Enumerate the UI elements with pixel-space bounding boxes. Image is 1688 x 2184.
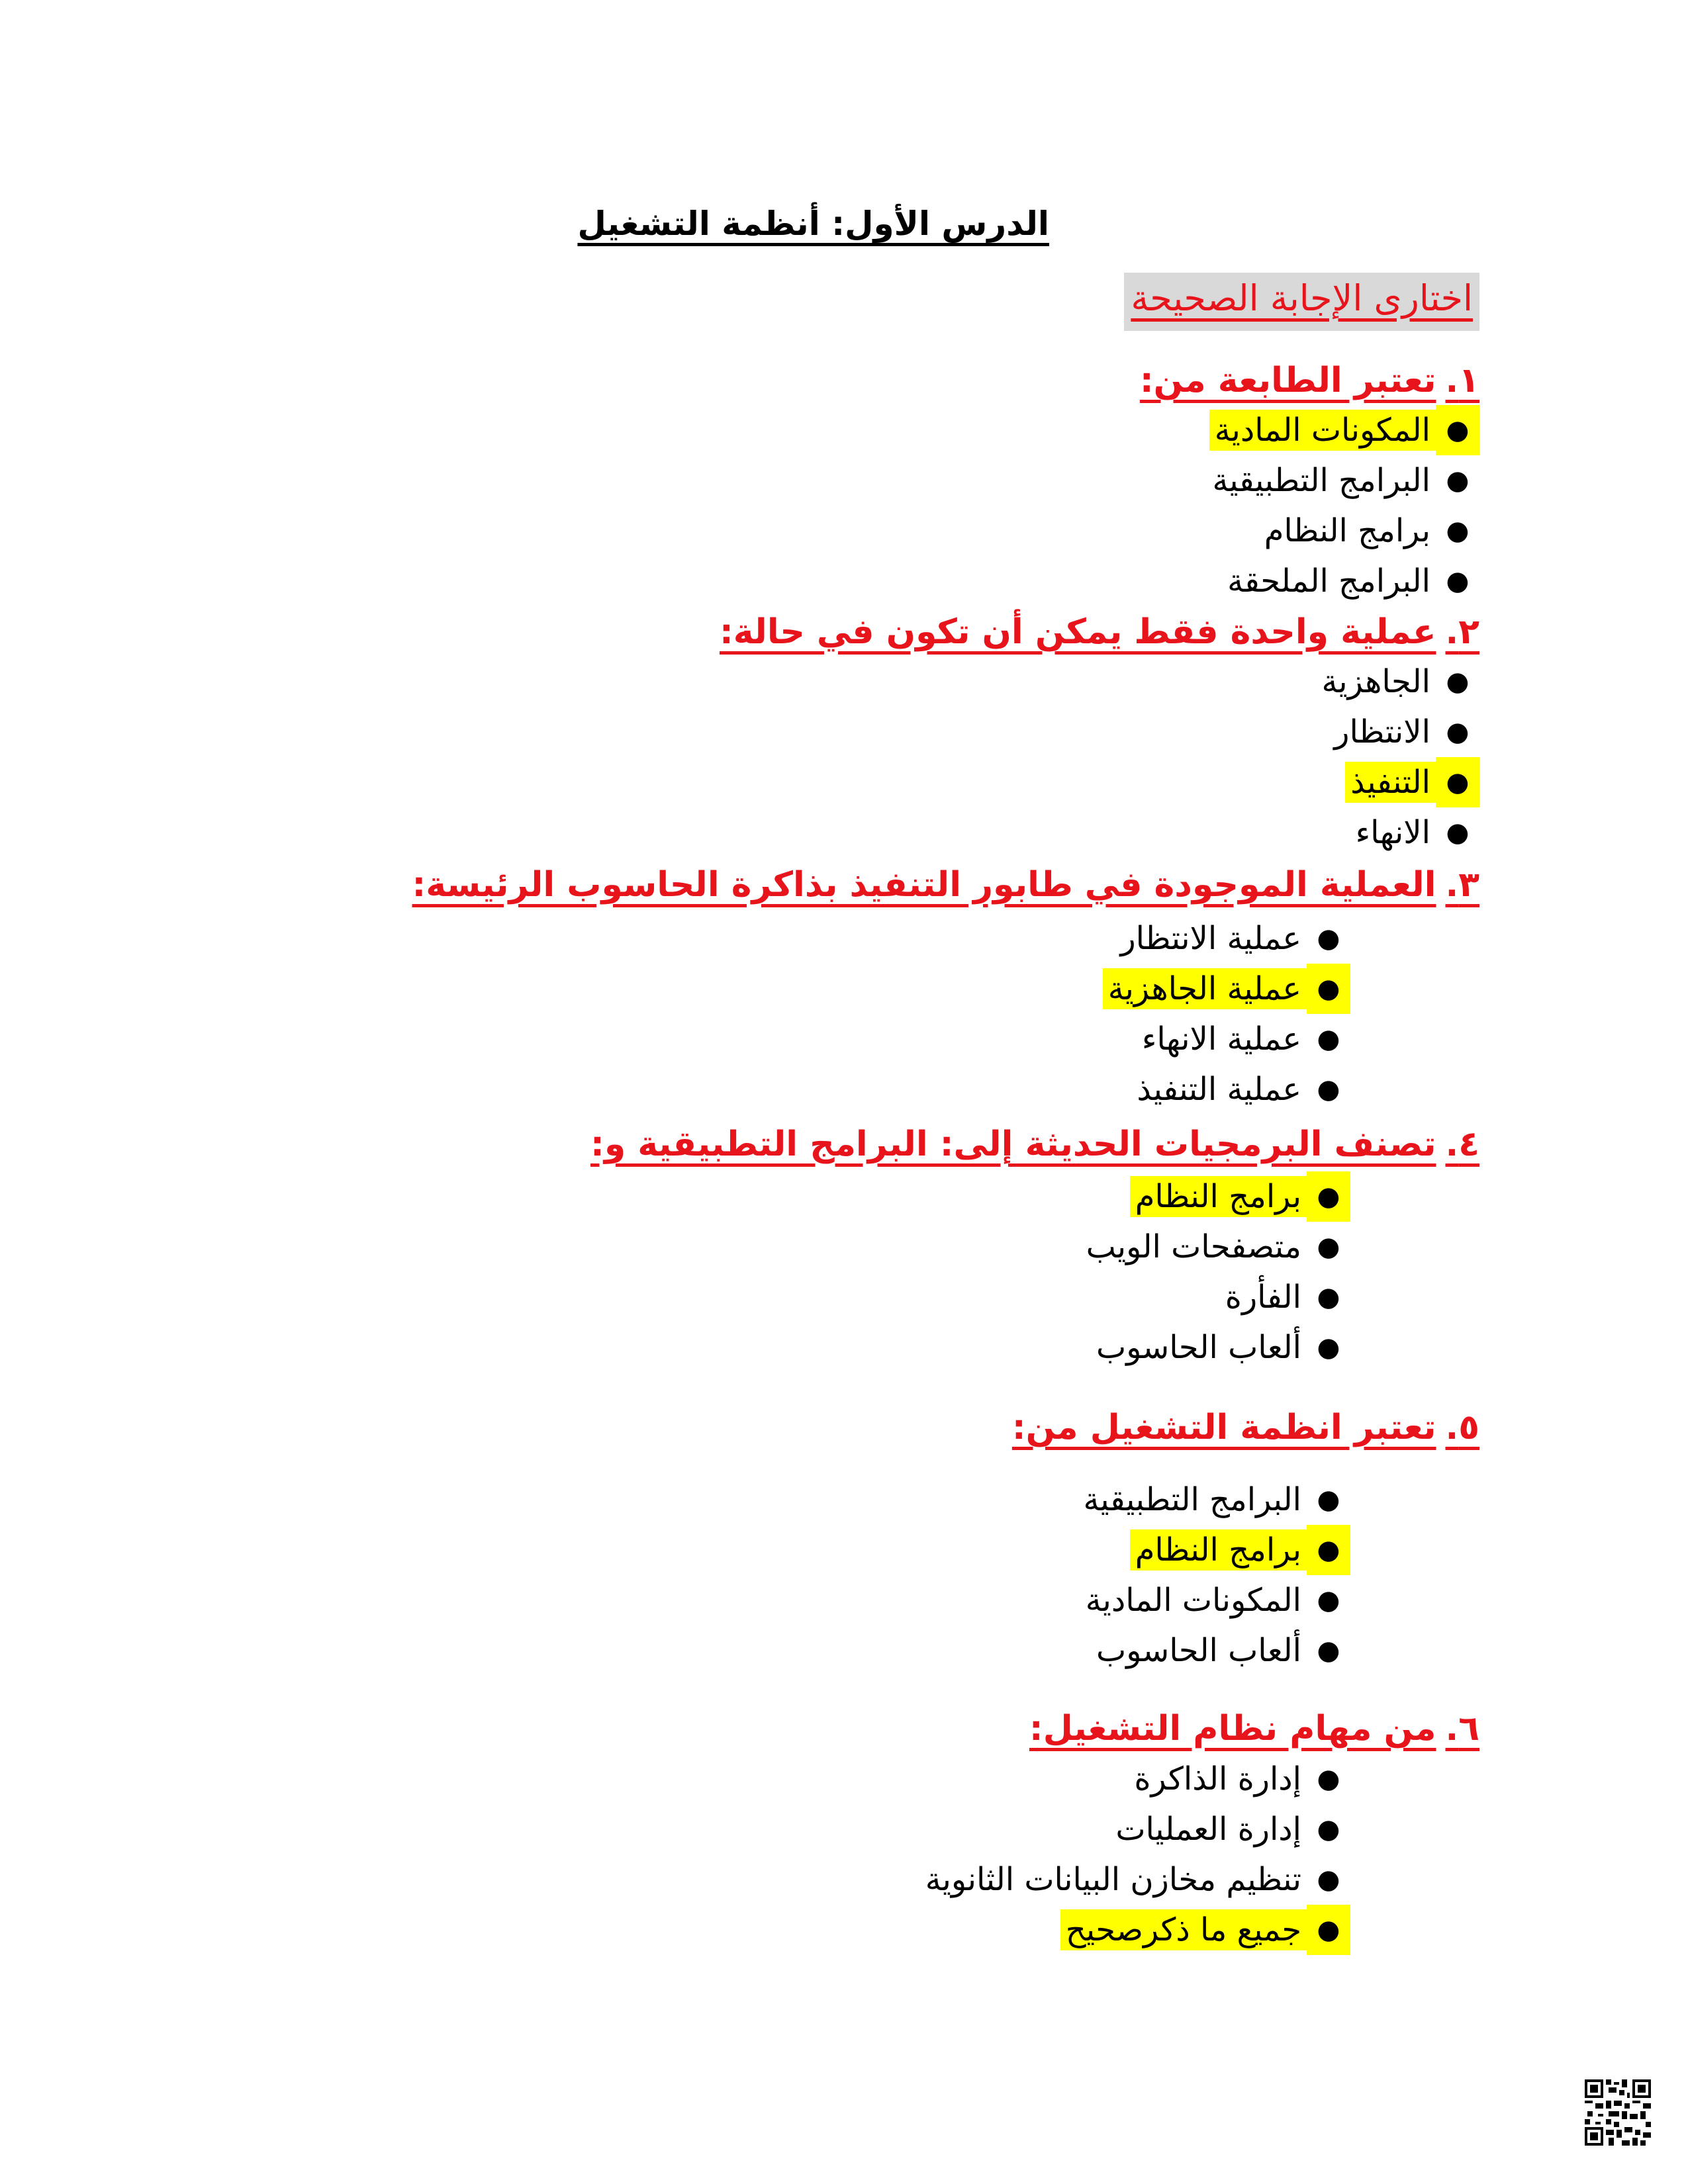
- bullet-icon: ●: [1307, 1171, 1350, 1222]
- option-text: ألعاب الحاسوب: [1096, 1329, 1301, 1366]
- bullet-icon: ●: [1307, 964, 1350, 1014]
- option-text: الانهاء: [1355, 814, 1430, 851]
- bullet-icon: ●: [1317, 1024, 1340, 1054]
- question-text: عملية واحدة فقط يمكن أن تكون في حالة:: [719, 612, 1436, 652]
- option-item[interactable]: [1317, 757, 1479, 807]
- option-text: الجاهزية: [1321, 663, 1430, 700]
- option-item[interactable]: [1207, 556, 1479, 606]
- option-text: برامج النظام: [1130, 1529, 1307, 1570]
- question-text: تصنف البرمجيات الحديثة إلى: البرامج التطبيقية و:: [590, 1124, 1436, 1164]
- option-item[interactable]: [920, 1854, 1350, 1905]
- option-item[interactable]: [1207, 405, 1479, 455]
- options-list-1: [1207, 405, 1479, 606]
- question-number: ٦.: [1445, 1709, 1479, 1749]
- option-text: إدارة العمليات: [1115, 1811, 1301, 1848]
- option-item[interactable]: [1103, 1064, 1350, 1115]
- options-list-5: [1078, 1475, 1350, 1676]
- option-item[interactable]: [1207, 506, 1479, 556]
- instruction-heading: اختارى الإجابة الصحيحة: [1124, 273, 1479, 331]
- options-list-6: [920, 1754, 1350, 1955]
- options-list-3: [1103, 913, 1350, 1115]
- option-text: الانتظار: [1334, 713, 1430, 751]
- option-item[interactable]: [1078, 1525, 1350, 1575]
- option-item[interactable]: [1081, 1171, 1350, 1222]
- question-number: ٢.: [1445, 612, 1479, 652]
- bullet-icon: ●: [1446, 566, 1470, 596]
- option-item[interactable]: [1081, 1272, 1350, 1322]
- question-1: [1140, 356, 1479, 405]
- option-item[interactable]: [920, 1905, 1350, 1955]
- option-item[interactable]: [1081, 1222, 1350, 1272]
- option-item[interactable]: [1078, 1625, 1350, 1676]
- option-text: عملية التنفيذ: [1137, 1071, 1301, 1108]
- bullet-icon: ●: [1446, 516, 1470, 546]
- bullet-icon: ●: [1317, 1764, 1340, 1794]
- option-item[interactable]: [1103, 913, 1350, 964]
- option-item[interactable]: [1078, 1475, 1350, 1525]
- question-number: ٣.: [1445, 865, 1479, 905]
- bullet-icon: ●: [1436, 757, 1479, 807]
- option-text: برامج النظام: [1264, 512, 1430, 549]
- question-number: ١.: [1445, 361, 1479, 400]
- page-title: الدرس الأول: أنظمة التشغيل: [577, 205, 1049, 243]
- option-text: عملية الجاهزية: [1103, 968, 1307, 1009]
- option-text: جميع ما ذكرصحيح: [1060, 1909, 1307, 1950]
- bullet-icon: ●: [1446, 817, 1470, 848]
- question-4: [590, 1120, 1479, 1169]
- option-text: المكونات المادية: [1209, 410, 1436, 451]
- qr-code-icon: [1585, 2079, 1651, 2146]
- option-item[interactable]: [920, 1804, 1350, 1854]
- option-text: متصفحات الويب: [1086, 1228, 1301, 1265]
- bullet-icon: ●: [1317, 1484, 1340, 1515]
- bullet-icon: ●: [1317, 923, 1340, 954]
- bullet-icon: ●: [1446, 717, 1470, 747]
- option-text: المكونات المادية: [1085, 1582, 1301, 1619]
- question-3: [412, 860, 1480, 909]
- option-text: البرامج التطبيقية: [1083, 1481, 1301, 1518]
- option-item[interactable]: [1317, 807, 1479, 858]
- bullet-icon: ●: [1307, 1905, 1350, 1955]
- option-text: الفأرة: [1225, 1279, 1301, 1316]
- option-item[interactable]: [1317, 707, 1479, 757]
- option-text: البرامج التطبيقية: [1212, 462, 1430, 499]
- option-text: ألعاب الحاسوب: [1096, 1632, 1301, 1669]
- question-number: ٤.: [1445, 1124, 1479, 1164]
- question-2: [720, 608, 1479, 657]
- option-item[interactable]: [1207, 455, 1479, 506]
- bullet-icon: ●: [1317, 1074, 1340, 1105]
- bullet-icon: ●: [1317, 1282, 1340, 1312]
- option-item[interactable]: [920, 1754, 1350, 1804]
- bullet-icon: ●: [1317, 1635, 1340, 1666]
- question-number: ٥.: [1445, 1408, 1479, 1447]
- question-text: العملية الموجودة في طابور التنفيذ بذاكرة الحاسوب الرئيسة:: [412, 865, 1436, 905]
- question-5: [1012, 1403, 1479, 1452]
- bullet-icon: ●: [1317, 1332, 1340, 1363]
- question-text: تعتبر الطابعة من:: [1139, 361, 1436, 400]
- option-text: التنفيذ: [1345, 762, 1436, 803]
- bullet-icon: ●: [1317, 1814, 1340, 1844]
- question-6: [1029, 1704, 1479, 1753]
- question-text: من مهام نظام التشغيل:: [1029, 1709, 1436, 1749]
- option-item[interactable]: [1317, 657, 1479, 707]
- option-text: عملية الانهاء: [1141, 1021, 1301, 1058]
- bullet-icon: ●: [1317, 1864, 1340, 1895]
- option-text: برامج النظام: [1130, 1176, 1307, 1217]
- option-text: عملية الانتظار: [1120, 920, 1301, 957]
- options-list-4: [1081, 1171, 1350, 1373]
- option-text: البرامج الملحقة: [1227, 563, 1430, 600]
- bullet-icon: ●: [1317, 1232, 1340, 1262]
- question-text: تعتبر انظمة التشغيل من:: [1011, 1408, 1436, 1447]
- option-item[interactable]: [1078, 1575, 1350, 1625]
- option-text: تنظيم مخازن البيانات الثانوية: [925, 1861, 1301, 1898]
- bullet-icon: ●: [1446, 666, 1470, 697]
- bullet-icon: ●: [1317, 1585, 1340, 1615]
- option-item[interactable]: [1103, 964, 1350, 1014]
- option-text: إدارة الذاكرة: [1134, 1760, 1301, 1797]
- bullet-icon: ●: [1446, 465, 1470, 496]
- bullet-icon: ●: [1307, 1525, 1350, 1575]
- option-item[interactable]: [1103, 1014, 1350, 1064]
- options-list-2: [1317, 657, 1479, 858]
- bullet-icon: ●: [1436, 405, 1479, 455]
- option-item[interactable]: [1081, 1322, 1350, 1373]
